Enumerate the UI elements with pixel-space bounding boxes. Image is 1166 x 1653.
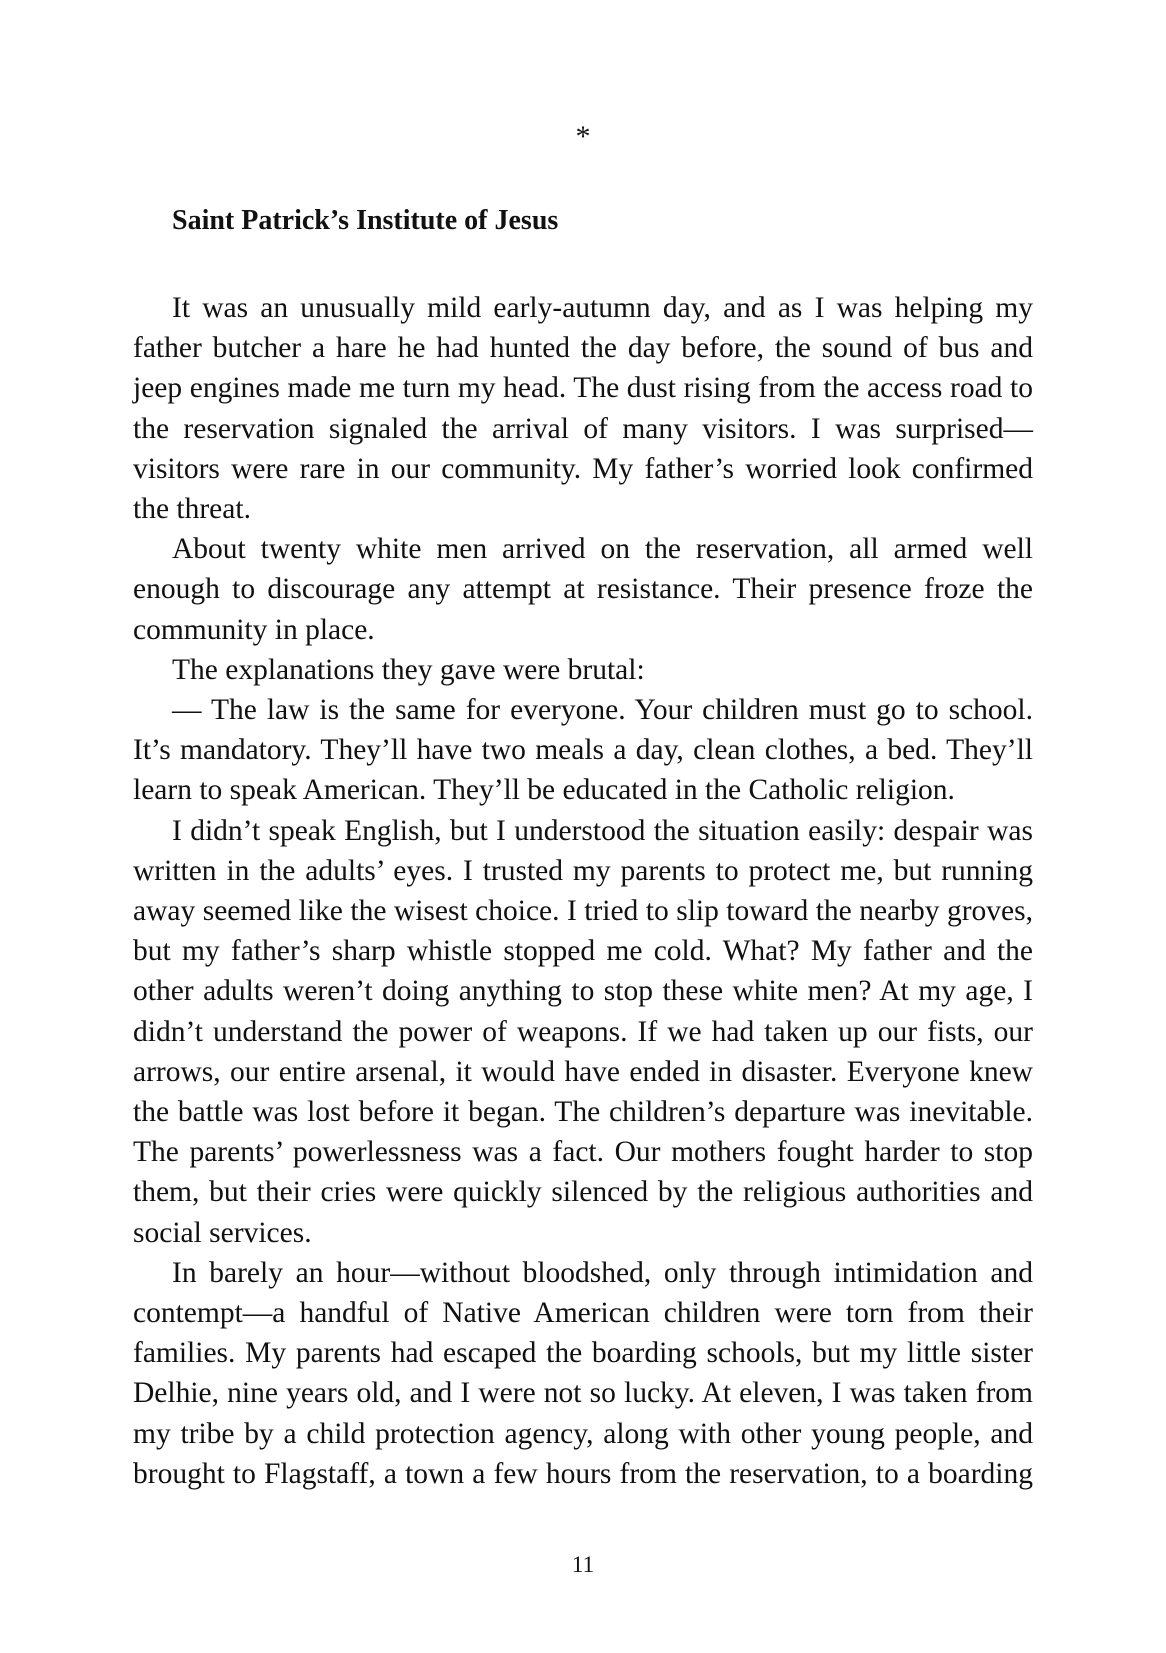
chapter-title: Saint Patrick’s Institute of Jesus <box>172 205 559 236</box>
body-text <box>133 288 1033 1494</box>
paragraph: I didn’t speak English, but I understood the situation easily: despair was written in the adults’ eyes. I trusted my parents to protect me, but running away seemed like the wisest choice. I tried to slip toward the nearby groves, but my father’s sharp whistle stopped me cold. What? My father and the other adults weren’t doing anything to stop these white men? At my age, I didn’t understand the power of weapons. If we had taken up our fists, our arrows, our entire arsenal, it would have ended in disaster. Everyone knew the battle was lost before it began. The children’s departure was inevitable. The parents’ powerlessness was a fact. Our mothers fought harder to stop them, but their cries were quickly silenced by the religious authorities and social services. <box>133 814 1033 1249</box>
paragraph: The explanations they gave were brutal: <box>172 653 645 686</box>
paragraph: It was an unusually mild early-autumn day, and as I was helping my father butcher a hare he had hunted the day before, the sound of bus and jeep engines made me turn my head. The dust rising from the access road to the reservation signaled the arrival of many visitors. I was surprised—visitors were rare in our community. My father’s worried look confirmed the threat. <box>133 292 1033 526</box>
paragraph: — The law is the same for everyone. Your children must go to school. It’s mandatory. They’ll have two meals a day, clean clothes, a bed. They’ll learn to speak American. They’ll be educated in the Catholic religion. <box>133 694 1033 807</box>
paragraph: In barely an hour—without bloodshed, only through intimidation and contempt—a handful of Native American children were torn from their families. My parents had escaped the boarding schools, but my little sister Delhie, nine years old, and I were not so lucky. At eleven, I was taken from my tribe by a child protection agency, along with other young people, and brought to Flagstaff, a town a few hours from the reservation, to a boarding <box>133 1256 1033 1490</box>
page-number: 11 <box>571 1552 595 1577</box>
paragraph: About twenty white men arrived on the reservation, all armed well enough to discourage any attempt at resistance. Their presence froze the community in place. <box>133 533 1033 646</box>
section-separator: * <box>575 120 591 153</box>
